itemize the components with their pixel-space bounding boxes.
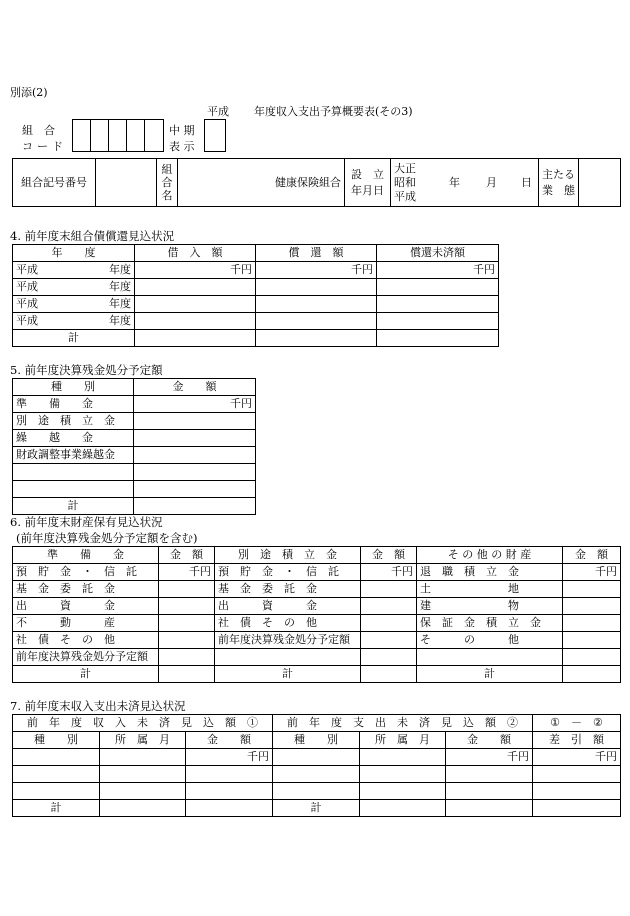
era-taisho: 大正 <box>394 161 416 175</box>
table-row <box>13 464 256 481</box>
table-row: 預 貯 金 ・ 信 託 千円 預 貯 金 ・ 信 託 千円 退 職 積 立 金 千円 <box>13 564 621 581</box>
table-row: 財政調整事業繰越金 <box>13 447 256 464</box>
business-label: 主たる 業 態 <box>539 159 579 207</box>
era-showa: 昭和 <box>394 175 416 189</box>
s7-header-diff: ① － ② <box>533 715 621 732</box>
section6-title: 6. 前年度末財産保有見込状況 <box>10 515 163 529</box>
table-row-total: 計 計 計 <box>13 666 621 683</box>
s4-header-borrow: 借 入 額 <box>135 245 256 262</box>
table-row: 平成 年度 千円 千円 千円 <box>13 262 499 279</box>
established-label: 設 立 年月日 <box>345 159 391 207</box>
table-row <box>13 783 621 800</box>
form-title: 年度収入支出予算概要表(その3) <box>254 105 413 118</box>
table-row-total: 計 計 <box>13 800 621 817</box>
table-row: 前年度決算残金処分予定額 <box>13 649 621 666</box>
table-row: 平成 年度 <box>13 279 499 296</box>
s6-header-separate: 別 途 積 立 金 <box>215 547 361 564</box>
business-value[interactable] <box>579 159 621 207</box>
kumiai-name-label: 組合名 <box>157 159 178 207</box>
table-row-total: 計 <box>13 330 499 347</box>
table-row: 準 備 金 千円 <box>13 396 256 413</box>
section6-subtitle: (前年度決算残金処分予定額を含む) <box>16 531 198 545</box>
table-row <box>13 766 621 783</box>
section5-table <box>12 378 256 515</box>
kumiai-code-label: 組 合 <box>22 124 55 137</box>
s5-header-amount: 金 額 <box>134 379 256 396</box>
table-row: 不 動 産 社 債 そ の 他 保 証 金 積 立 金 <box>13 615 621 632</box>
kumiai-code-label2: コード <box>22 140 67 153</box>
s6-header-other: そ の 他 の 財 産 <box>417 547 563 564</box>
table-row: 別 途 積 立 金 <box>13 413 256 430</box>
section5-title: 5. 前年度決算残金処分予定額 <box>10 363 163 377</box>
table-row: 社 債 そ の 他 前年度決算残金処分予定額 そ の 他 <box>13 632 621 649</box>
chuki-label2: 表 示 <box>169 140 195 153</box>
section7-table: 前 年 度 収 入 未 済 見 込 額 ① 前 年 度 支 出 未 済 見 込 額 ② ① － ② 種 別 所 属 月 金 額 種 別 所 属 月 金 額 差 引 額 千円 千円 千円 計 計 <box>12 714 621 817</box>
table-row: 繰 越 金 <box>13 430 256 447</box>
s5-header-type: 種 別 <box>13 379 134 396</box>
info-table <box>12 158 621 207</box>
s6-header-reserve: 準 備 金 <box>13 547 159 564</box>
era-heisei: 平成 <box>394 189 416 203</box>
kumiai-code-boxes[interactable] <box>72 119 164 152</box>
section7-title: 7. 前年度末収入支出未済見込状況 <box>10 699 186 713</box>
s7-header-expense: 前 年 度 支 出 未 済 見 込 額 ② <box>273 715 533 732</box>
section4-table <box>12 244 499 347</box>
s4-header-unpaid: 償還未済額 <box>377 245 499 262</box>
chuki-label: 中 期 <box>169 124 195 137</box>
section4-title: 4. 前年度末組合債償還見込状況 <box>10 229 175 243</box>
attachment-label: 別添(2) <box>10 86 48 99</box>
established-date[interactable]: 大正 昭和 平成 年 月 日 <box>391 159 539 207</box>
table-row: 平成 年度 <box>13 313 499 330</box>
table-row: 平成 年度 <box>13 296 499 313</box>
table-row: 基 金 委 託 金 基 金 委 託 金 土 地 <box>13 581 621 598</box>
kumiai-number-label: 組合記号番号 <box>13 159 96 207</box>
chuki-box[interactable] <box>204 119 226 152</box>
s7-header-income: 前 年 度 収 入 未 済 見 込 額 ① <box>13 715 273 732</box>
s4-header-nendo: 年 度 <box>13 245 135 262</box>
form-era: 平成 <box>207 105 229 118</box>
table-row-total: 計 <box>13 498 256 515</box>
table-row: 出 資 金 出 資 金 建 物 <box>13 598 621 615</box>
s4-header-repay: 償 還 額 <box>256 245 377 262</box>
section6-table: 準 備 金 金 額 別 途 積 立 金 金 額 そ の 他 の 財 産 金 額 預 貯 金 ・ 信 託 千円 預 貯 金 ・ 信 託 千円 退 職 積 立 金 千円 基 金 委 託 金 基 金 委 託 金 土 地 出 資 金 出 資 金 建 物 不 動 産 社 債 そ の 他 保 証 金 積 立 金 社 債 そ の 他 前年度決算残金処分予定額 そ の 他 前年度決算残金処分予定額 計 計 計 <box>12 546 621 683</box>
table-row <box>13 481 256 498</box>
table-row: 千円 千円 千円 <box>13 749 621 766</box>
kumiai-name-value: 健康保険組合 <box>178 159 345 207</box>
kumiai-number-value[interactable] <box>96 159 157 207</box>
